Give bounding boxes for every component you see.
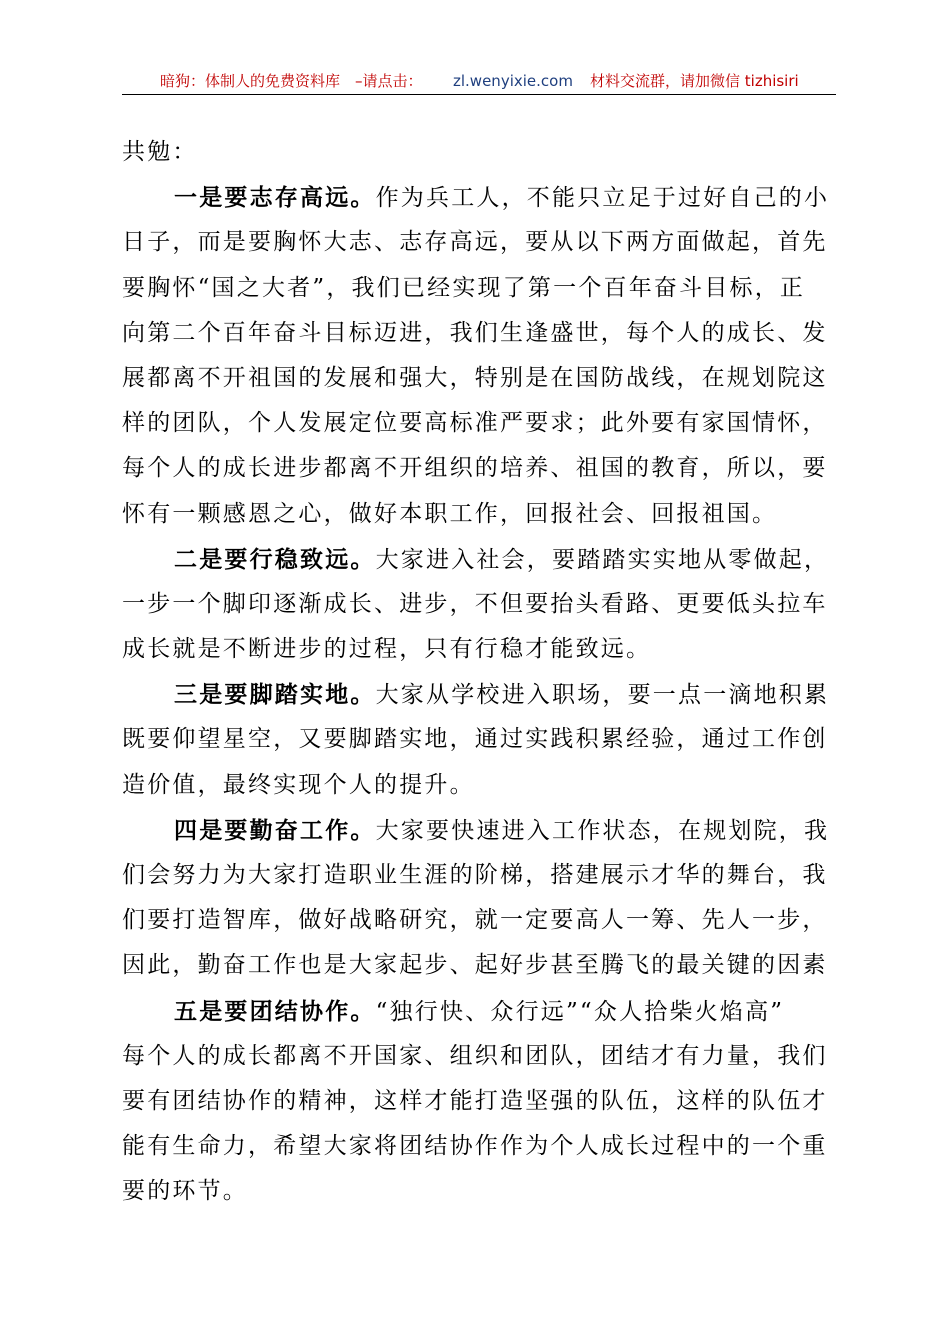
page-header bbox=[122, 68, 836, 95]
paragraph-4-first-line bbox=[122, 808, 842, 853]
text-line: 们会努力为大家打造职业生涯的阶梯，搭建展示才华的舞台，我 bbox=[122, 862, 828, 888]
text-line: 要的环节。 bbox=[122, 1178, 248, 1205]
paragraph-heading: 三是要脚踏实地。 bbox=[174, 681, 376, 709]
text-line: 因此，勤奋工作也是大家起步、起好步甚至腾飞的最关键的因素 bbox=[122, 952, 828, 979]
header-brand: 暗狗：体制人的免费资料库 bbox=[160, 72, 341, 90]
text-line: 怀有一颗感恩之心，做好本职工作，回报社会、回报祖国。 bbox=[122, 500, 778, 527]
text-line: 向第二个百年奋斗目标迈进，我们生逢盛世，每个人的成长、发 bbox=[122, 319, 828, 346]
paragraph-2-first-line bbox=[122, 537, 842, 582]
text-line: 日子，而是要胸怀大志、志存高远，要从以下两方面做起，首先 bbox=[122, 229, 828, 256]
text-line: 成长就是不断进步的过程，只有行稳才能致远。 bbox=[122, 636, 652, 663]
paragraph-1-first-line bbox=[122, 175, 842, 220]
paragraph-heading: 四是要勤奋工作。 bbox=[174, 816, 376, 844]
paragraph-heading: 二是要行稳致远。 bbox=[174, 545, 376, 573]
header-link[interactable]: zl.wenyixie.com bbox=[453, 72, 573, 90]
text-line: 样的团队，个人发展定位要高标准严要求；此外要有家国情怀， bbox=[122, 410, 828, 437]
text-line: 们要打造智库，做好战略研究，就一定要高人一筹、先人一步， bbox=[122, 907, 828, 934]
text-line: 要胸怀“国之大者”，我们已经实现了第一个百年奋斗目标，正 bbox=[122, 274, 806, 301]
text-span: 大家要快速进入工作状态，在规划院，我 bbox=[375, 817, 830, 844]
text-line: 一步一个脚印逐渐成长、进步，不但要抬头看路、更要低头拉车 bbox=[122, 590, 828, 617]
text-line: 能有生命力，希望大家将团结协作作为个人成长过程中的一个重 bbox=[122, 1133, 828, 1160]
text-span: 大家从学校进入职场，要一点一滴地积累 bbox=[375, 682, 830, 709]
text-line: 要有团结协作的精神，这样才能打造坚强的队伍，这样的队伍才 bbox=[122, 1087, 828, 1114]
paragraph-heading: 一是要志存高远。 bbox=[174, 184, 376, 212]
text-span: 作为兵工人，不能只立足于过好自己的小 bbox=[375, 185, 830, 212]
text-line: 每个人的成长进步都离不开组织的培养、祖国的教育，所以，要 bbox=[122, 455, 828, 482]
paragraph-5-first-line bbox=[122, 989, 842, 1034]
text-line: 造价值，最终实现个人的提升。 bbox=[122, 771, 475, 798]
text-line: 展都离不开祖国的发展和强大，特别是在国防战线，在规划院这 bbox=[122, 364, 828, 391]
text-line: 共勉： bbox=[122, 139, 198, 165]
text-line: 每个人的成长都离不开国家、组织和团队，团结才有力量，我们 bbox=[122, 1042, 828, 1069]
text-span: “独行快、众行远”“众人拾柴火焰高” bbox=[375, 998, 785, 1025]
paragraph-3-first-line bbox=[122, 672, 842, 717]
text-line: 既要仰望星空，又要脚踏实地，通过实践积累经验，通过工作创 bbox=[122, 726, 828, 753]
header-contact: 材料交流群，请加微信 tizhisiri bbox=[590, 72, 799, 90]
text-span: 大家进入社会，要踏踏实实地从零做起， bbox=[375, 546, 830, 573]
document-body bbox=[122, 130, 842, 1215]
paragraph-heading: 五是要团结协作。 bbox=[174, 997, 376, 1025]
header-separator: –请点击： bbox=[355, 72, 423, 90]
